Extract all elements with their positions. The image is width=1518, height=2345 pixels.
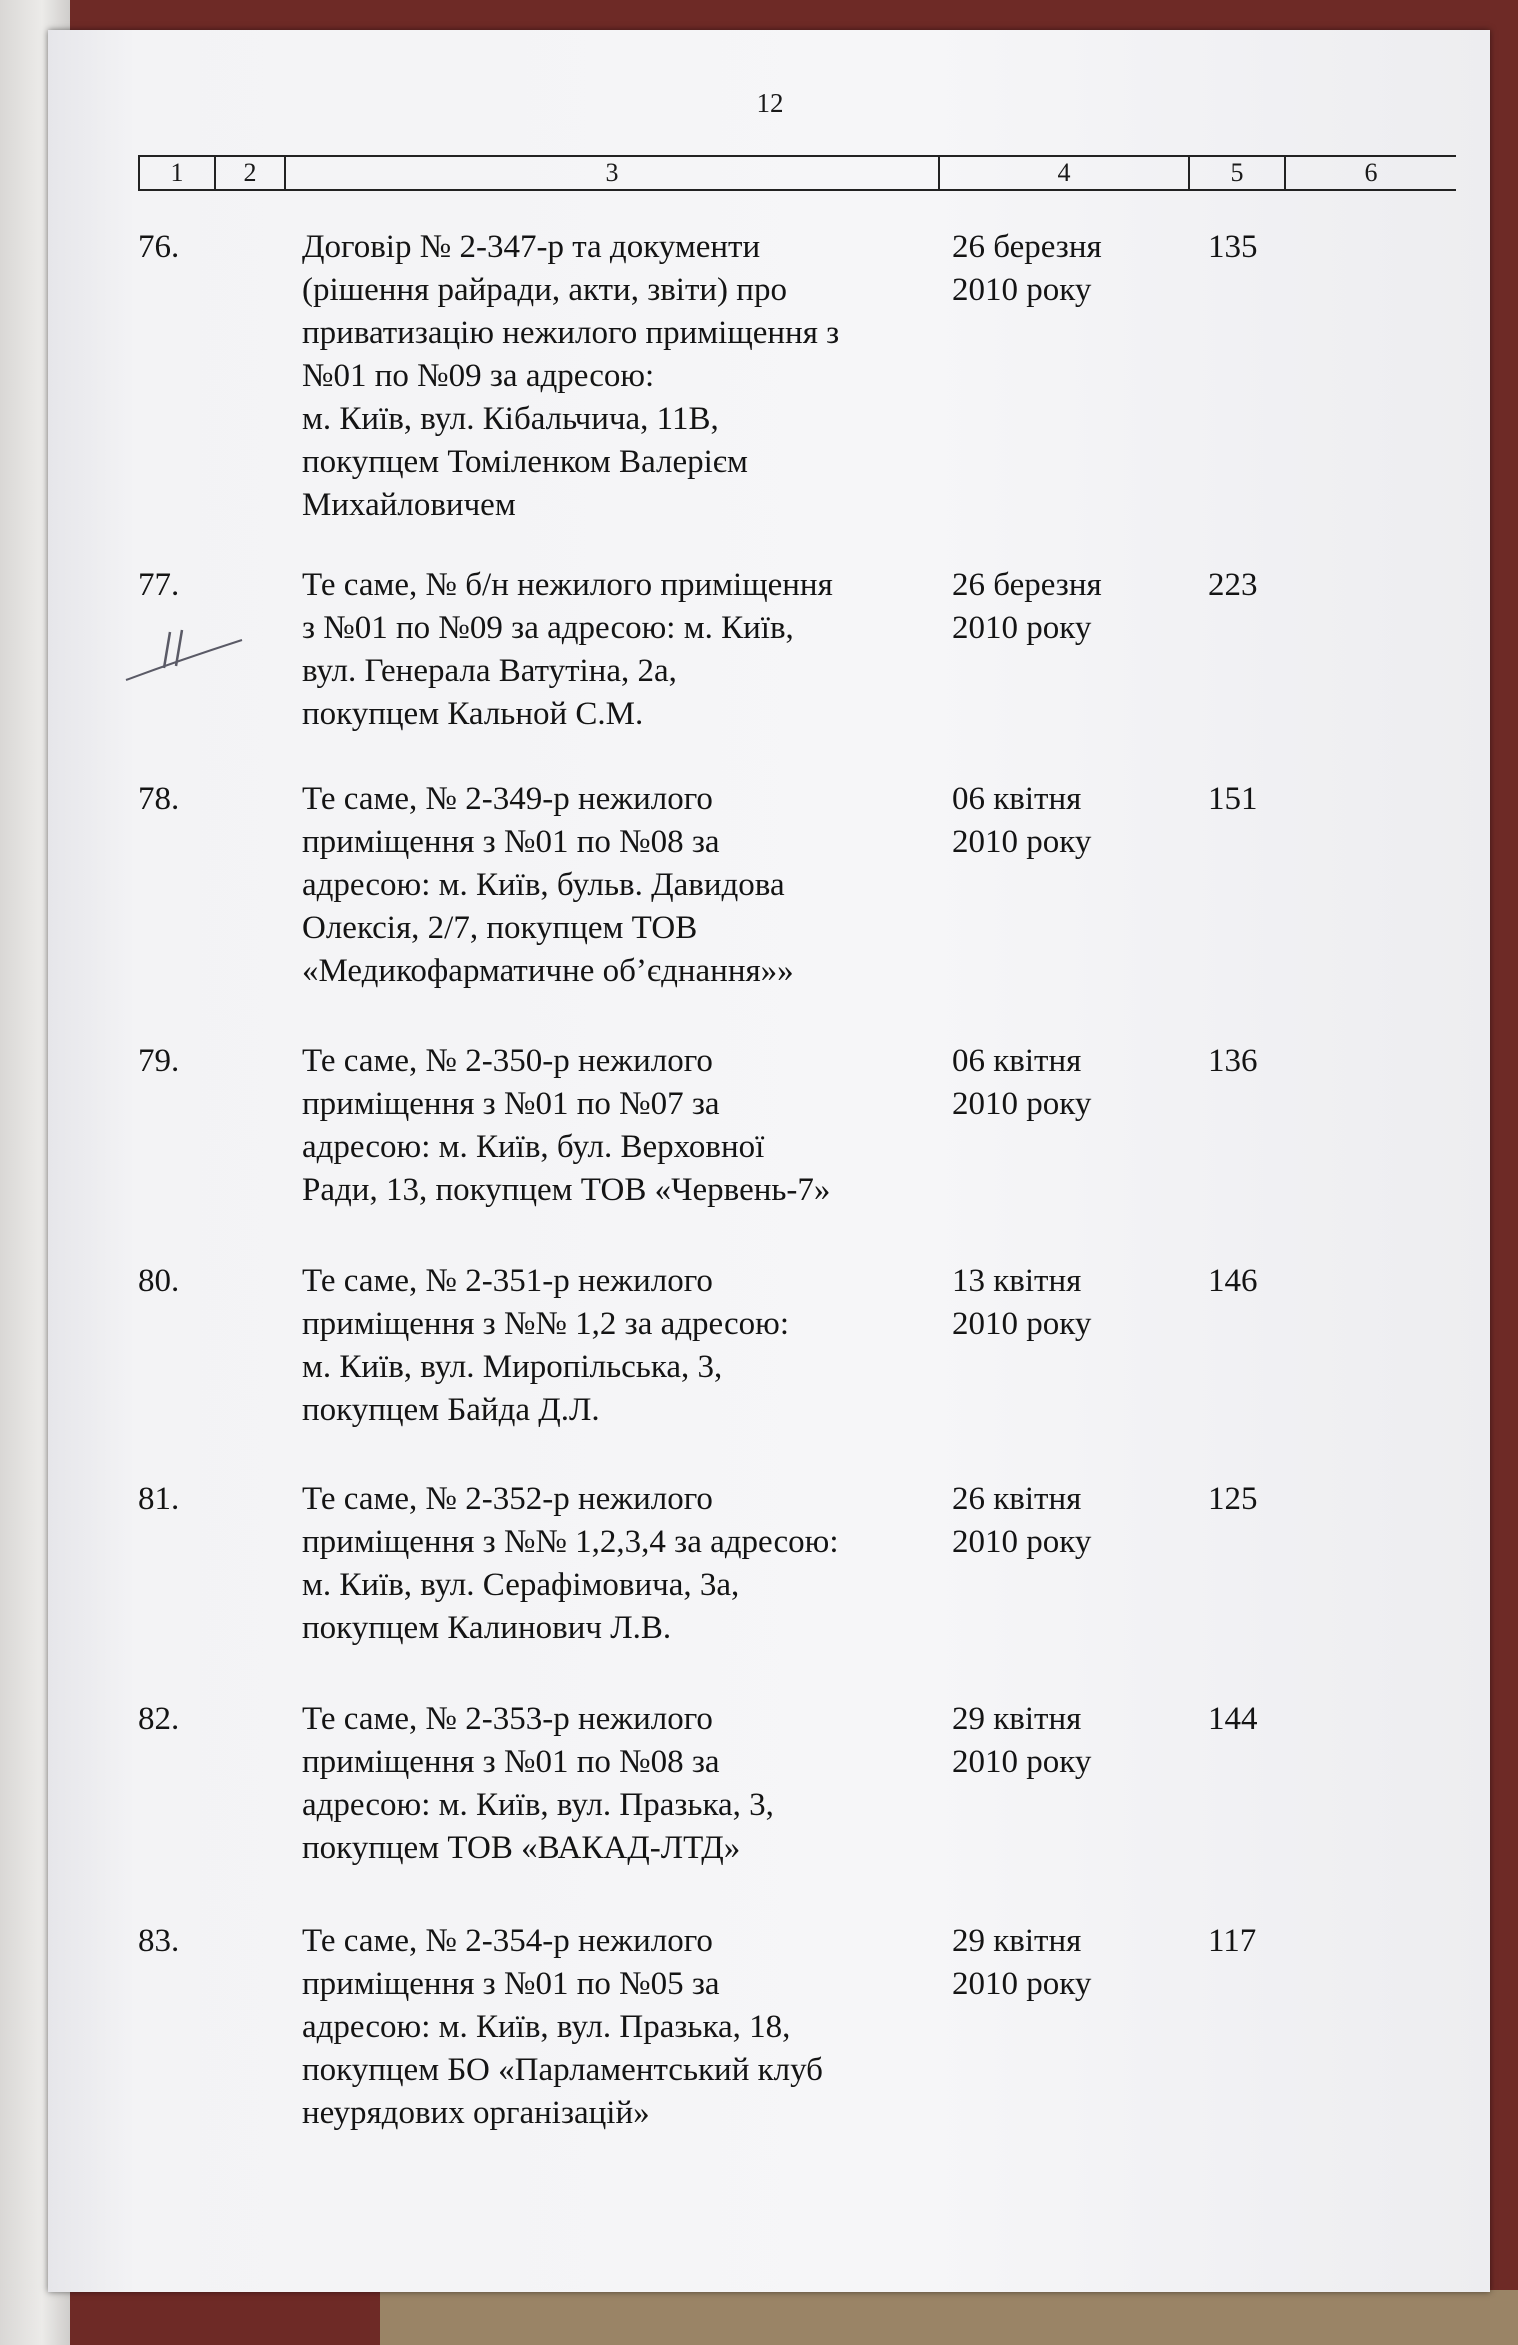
description-line: покупцем Кальной С.М. xyxy=(302,696,644,732)
entry-date xyxy=(952,226,1102,312)
entry-description xyxy=(302,1920,942,2135)
entry-number: 81. xyxy=(138,1481,180,1517)
entry-number: 83. xyxy=(138,1923,180,1959)
date-year: 2010 року xyxy=(952,610,1092,646)
date-year: 2010 року xyxy=(952,1306,1092,1342)
entry-date xyxy=(952,1478,1091,1564)
date-day-month: 26 березня xyxy=(952,567,1102,603)
desk-surface xyxy=(380,2290,1518,2345)
entry-description xyxy=(302,1040,942,1212)
date-year: 2010 року xyxy=(952,824,1092,860)
description-line: Те саме, № 2-351-р нежилого xyxy=(302,1263,713,1299)
description-line: покупцем Томіленком Валерієм xyxy=(302,444,748,480)
header-col-6: 6 xyxy=(1284,157,1456,189)
entry-pages: 136 xyxy=(1208,1043,1258,1079)
entry-pages: 125 xyxy=(1208,1481,1258,1517)
entry-description xyxy=(302,778,942,993)
date-day-month: 13 квітня xyxy=(952,1263,1082,1299)
header-col-4: 4 xyxy=(938,157,1188,189)
entry-number: 76. xyxy=(138,229,180,265)
entry-date xyxy=(952,1040,1091,1126)
date-year: 2010 року xyxy=(952,272,1092,308)
entry-number: 77. xyxy=(138,567,180,603)
description-line: адресою: м. Київ, вул. Празька, 3, xyxy=(302,1787,774,1823)
description-line: (рішення райради, акти, звіти) про xyxy=(302,272,787,308)
date-day-month: 06 квітня xyxy=(952,1043,1082,1079)
description-line: Те саме, № 2-352-р нежилого xyxy=(302,1481,713,1517)
description-line: покупцем ТОВ «ВАКАД-ЛТД» xyxy=(302,1830,741,1866)
entry-number: 78. xyxy=(138,781,180,817)
entry-description xyxy=(302,1260,942,1432)
description-line: приміщення з №01 по №07 за xyxy=(302,1086,720,1122)
date-day-month: 29 квітня xyxy=(952,1701,1082,1737)
entry-pages: 151 xyxy=(1208,781,1258,817)
description-line: №01 по №09 за адресою: xyxy=(302,358,655,394)
entry-pages: 144 xyxy=(1208,1701,1258,1737)
description-line: Те саме, № 2-349-р нежилого xyxy=(302,781,713,817)
description-line: приміщення з №№ 1,2 за адресою: xyxy=(302,1306,789,1342)
description-line: приміщення з №01 по №08 за xyxy=(302,1744,720,1780)
entry-description xyxy=(302,1478,942,1650)
handwritten-pencil-mark xyxy=(120,610,260,690)
description-line: адресою: м. Київ, вул. Празька, 18, xyxy=(302,2009,791,2045)
entry-pages: 223 xyxy=(1208,567,1258,603)
description-line: Те саме, № 2-350-р нежилого xyxy=(302,1043,713,1079)
header-col-1: 1 xyxy=(138,157,214,189)
date-day-month: 06 квітня xyxy=(952,781,1082,817)
entry-pages: 135 xyxy=(1208,229,1258,265)
description-line: покупцем Калинович Л.В. xyxy=(302,1610,672,1646)
entry-date xyxy=(952,1260,1091,1346)
description-line: покупцем БО «Парламентський клуб xyxy=(302,2052,823,2088)
entry-date xyxy=(952,1698,1091,1784)
entry-pages: 117 xyxy=(1208,1923,1257,1959)
entry-description xyxy=(302,226,942,527)
description-line: м. Київ, вул. Кібальчича, 11В, xyxy=(302,401,719,437)
description-line: м. Київ, вул. Миропільська, 3, xyxy=(302,1349,723,1385)
description-line: «Медикофарматичне об’єднання»» xyxy=(302,953,794,989)
date-year: 2010 року xyxy=(952,1966,1092,2002)
entry-number: 79. xyxy=(138,1043,180,1079)
date-year: 2010 року xyxy=(952,1524,1092,1560)
description-line: з №01 по №09 за адресою: м. Київ, xyxy=(302,610,794,646)
description-line: приміщення з №01 по №05 за xyxy=(302,1966,720,2002)
description-line: Те саме, № б/н нежилого приміщення xyxy=(302,567,833,603)
description-line: Те саме, № 2-354-р нежилого xyxy=(302,1923,713,1959)
date-year: 2010 року xyxy=(952,1744,1092,1780)
date-day-month: 29 квітня xyxy=(952,1923,1082,1959)
header-col-3: 3 xyxy=(284,157,938,189)
description-line: приміщення з №№ 1,2,3,4 за адресою: xyxy=(302,1524,839,1560)
description-line: вул. Генерала Ватутіна, 2а, xyxy=(302,653,677,689)
date-year: 2010 року xyxy=(952,1086,1092,1122)
entry-number: 80. xyxy=(138,1263,180,1299)
description-line: м. Київ, вул. Серафімовича, 3а, xyxy=(302,1567,740,1603)
description-line: адресою: м. Київ, бульв. Давидова xyxy=(302,867,785,903)
description-line: приміщення з №01 по №08 за xyxy=(302,824,720,860)
description-line: приватизацію нежилого приміщення з xyxy=(302,315,840,351)
description-line: Михайловичем xyxy=(302,487,516,523)
entry-date xyxy=(952,778,1091,864)
page-number: 12 xyxy=(756,88,784,118)
description-line: Олексія, 2/7, покупцем ТОВ xyxy=(302,910,698,946)
date-day-month: 26 квітня xyxy=(952,1481,1082,1517)
description-line: покупцем Байда Д.Л. xyxy=(302,1392,600,1428)
description-line: Договір № 2-347-р та документи xyxy=(302,229,761,265)
table-header-row xyxy=(138,155,1456,191)
description-line: Те саме, № 2-353-р нежилого xyxy=(302,1701,713,1737)
entry-date xyxy=(952,564,1102,650)
description-line: неурядових організацій» xyxy=(302,2095,650,2131)
entry-description xyxy=(302,1698,942,1870)
entry-description xyxy=(302,564,942,736)
description-line: адресою: м. Київ, бул. Верховної xyxy=(302,1129,765,1165)
description-line: Ради, 13, покупцем ТОВ «Червень-7» xyxy=(302,1172,831,1208)
header-col-2: 2 xyxy=(214,157,284,189)
entry-pages: 146 xyxy=(1208,1263,1258,1299)
entry-number: 82. xyxy=(138,1701,180,1737)
header-col-5: 5 xyxy=(1188,157,1284,189)
entry-date xyxy=(952,1920,1091,2006)
date-day-month: 26 березня xyxy=(952,229,1102,265)
